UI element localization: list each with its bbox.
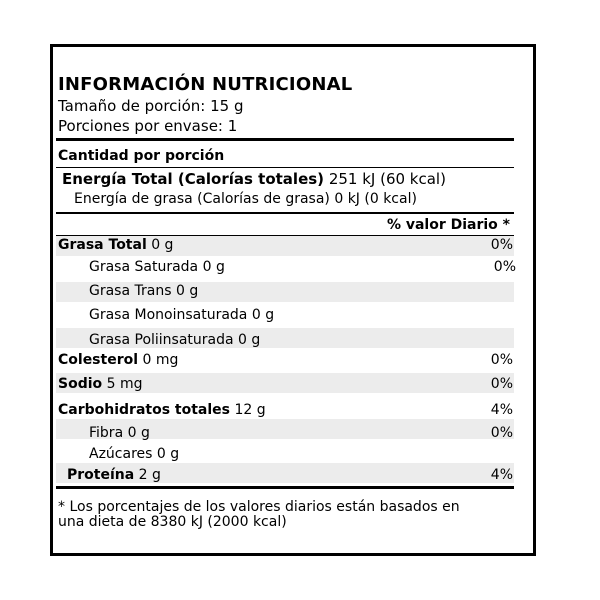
nutrient-row-fiber (89, 425, 150, 441)
nutrient-amount: 0 mg (142, 352, 179, 368)
nutrient-dv: 4% (490, 402, 513, 418)
nutrient-row-saturated-fat (89, 259, 225, 275)
energy-row (62, 170, 446, 188)
energy-name: Energía Total (Calorías totales) (62, 170, 325, 188)
servings-per-container: Porciones por envase: 1 (58, 117, 238, 135)
footnote-line-1: * Los porcentajes de los valores diarios están basados en (58, 499, 460, 515)
nutrient-name: Sodio (58, 376, 103, 392)
nutrient-row-total-fat (58, 237, 173, 253)
nutrient-name: Azúcares (89, 446, 153, 462)
nutrient-name: Grasa Monoinsaturada (89, 307, 248, 323)
nutrient-amount: 2 g (138, 467, 161, 483)
nutrient-row-polyunsaturated-fat (89, 332, 260, 348)
nutrient-amount: 0 g (175, 283, 199, 299)
nutrient-amount: 0 g (151, 237, 174, 253)
nutrient-name: Proteína (67, 467, 135, 483)
nutrient-name: Grasa Saturada (89, 259, 199, 275)
nutrient-name: Grasa Poliinsaturada (89, 332, 234, 348)
nutrient-dv: 0% (490, 352, 513, 368)
nutrient-name: Grasa Total (58, 237, 147, 253)
nutrient-amount: 0 g (251, 307, 275, 323)
divider (56, 167, 514, 168)
nutrient-dv: 0% (490, 425, 513, 441)
nutrient-name: Fibra (89, 425, 124, 441)
nutrient-dv: 0% (493, 259, 516, 275)
nutrient-row-sodium (58, 376, 142, 392)
nutrient-amount: 0 g (127, 425, 150, 441)
amount-per-serving: Cantidad por porción (58, 148, 225, 164)
footnote-line-2: una dieta de 8380 kJ (2000 kcal) (58, 514, 287, 530)
thick-divider (56, 486, 514, 489)
nutrient-row-trans-fat (89, 283, 198, 299)
nutrient-row-cholesterol (58, 352, 178, 368)
nutrient-row-sugars (89, 446, 179, 462)
thick-divider (56, 138, 514, 141)
nutrient-amount: 0 g (156, 446, 180, 462)
nutrient-amount: 0 g (238, 332, 261, 348)
nutrient-amount: 5 mg (106, 376, 143, 392)
energy-value: 251 kJ (60 kcal) (328, 170, 446, 188)
nutrient-row-protein (67, 467, 161, 483)
label-title: INFORMACIÓN NUTRICIONAL (58, 74, 353, 95)
nutrient-amount: 0 g (202, 259, 225, 275)
nutrient-amount: 12 g (234, 402, 266, 418)
nutrient-name: Carbohidratos totales (58, 402, 230, 418)
nutrient-dv: 0% (490, 237, 513, 253)
nutrient-row-monounsaturated-fat (89, 307, 274, 323)
serving-size: Tamaño de porción: 15 g (58, 97, 244, 115)
nutrient-name: Colesterol (58, 352, 139, 368)
nutrient-name: Grasa Trans (89, 283, 172, 299)
divider (56, 212, 514, 214)
nutrient-dv: 4% (490, 467, 513, 483)
nutrient-row-carbohydrates (58, 402, 266, 418)
fat-energy-row: Energía de grasa (Calorías de grasa) 0 kJ (0 kcal) (74, 191, 417, 207)
nutrient-dv: 0% (490, 376, 513, 392)
daily-value-header: % valor Diario * (386, 217, 510, 233)
